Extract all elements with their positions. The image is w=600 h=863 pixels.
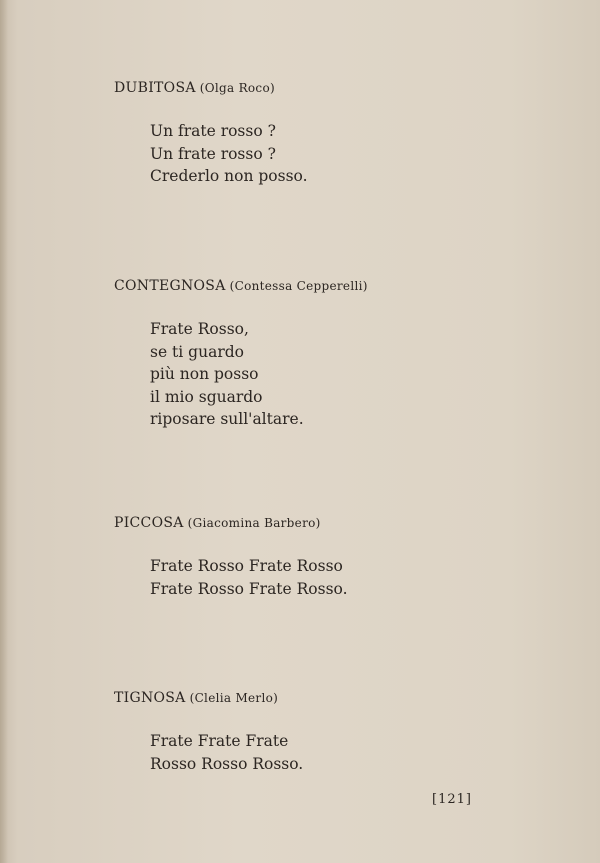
verse-line: il mio sguardo xyxy=(150,387,263,406)
verse-block xyxy=(114,120,308,188)
verse-line: Crederlo non posso. xyxy=(150,167,308,185)
poem-piccosa xyxy=(114,515,348,600)
verse-line: Rosso Rosso Rosso. xyxy=(150,754,304,773)
poem-tignosa xyxy=(114,690,303,775)
page-number: [121] xyxy=(432,792,472,807)
section-heading xyxy=(114,690,303,706)
verse-block xyxy=(114,730,303,775)
page-edge-shadow xyxy=(0,0,8,863)
verse-line: riposare sull'altare. xyxy=(150,410,304,428)
section-title: CONTEGNOSA xyxy=(114,278,226,294)
poem-dubitosa xyxy=(114,80,308,188)
verse-line: Un frate rosso ? xyxy=(150,122,276,140)
section-heading xyxy=(114,515,348,531)
section-title: DUBITOSA xyxy=(114,80,196,96)
section-heading xyxy=(114,278,368,294)
verse-line: Frate Rosso Frate Rosso. xyxy=(150,579,348,598)
verse-line: Un frate rosso ? xyxy=(150,144,276,163)
section-speaker: (Olga Roco) xyxy=(199,81,275,95)
section-speaker: (Giacomina Barbero) xyxy=(187,516,321,530)
section-speaker: (Contessa Cepperelli) xyxy=(229,279,368,293)
verse-block xyxy=(114,318,368,431)
poem-contegnosa xyxy=(114,278,368,431)
verse-line: più non posso xyxy=(150,365,259,383)
verse-line: Frate Rosso Frate Rosso xyxy=(150,557,343,575)
verse-line: Frate Rosso, xyxy=(150,320,249,338)
section-heading xyxy=(114,80,308,96)
verse-line: Frate Frate Frate xyxy=(150,732,289,750)
verse-line: se ti guardo xyxy=(150,342,244,361)
section-title: TIGNOSA xyxy=(114,690,186,706)
verse-block xyxy=(114,555,348,600)
section-title: PICCOSA xyxy=(114,515,184,531)
section-speaker: (Clelia Merlo) xyxy=(189,691,279,705)
